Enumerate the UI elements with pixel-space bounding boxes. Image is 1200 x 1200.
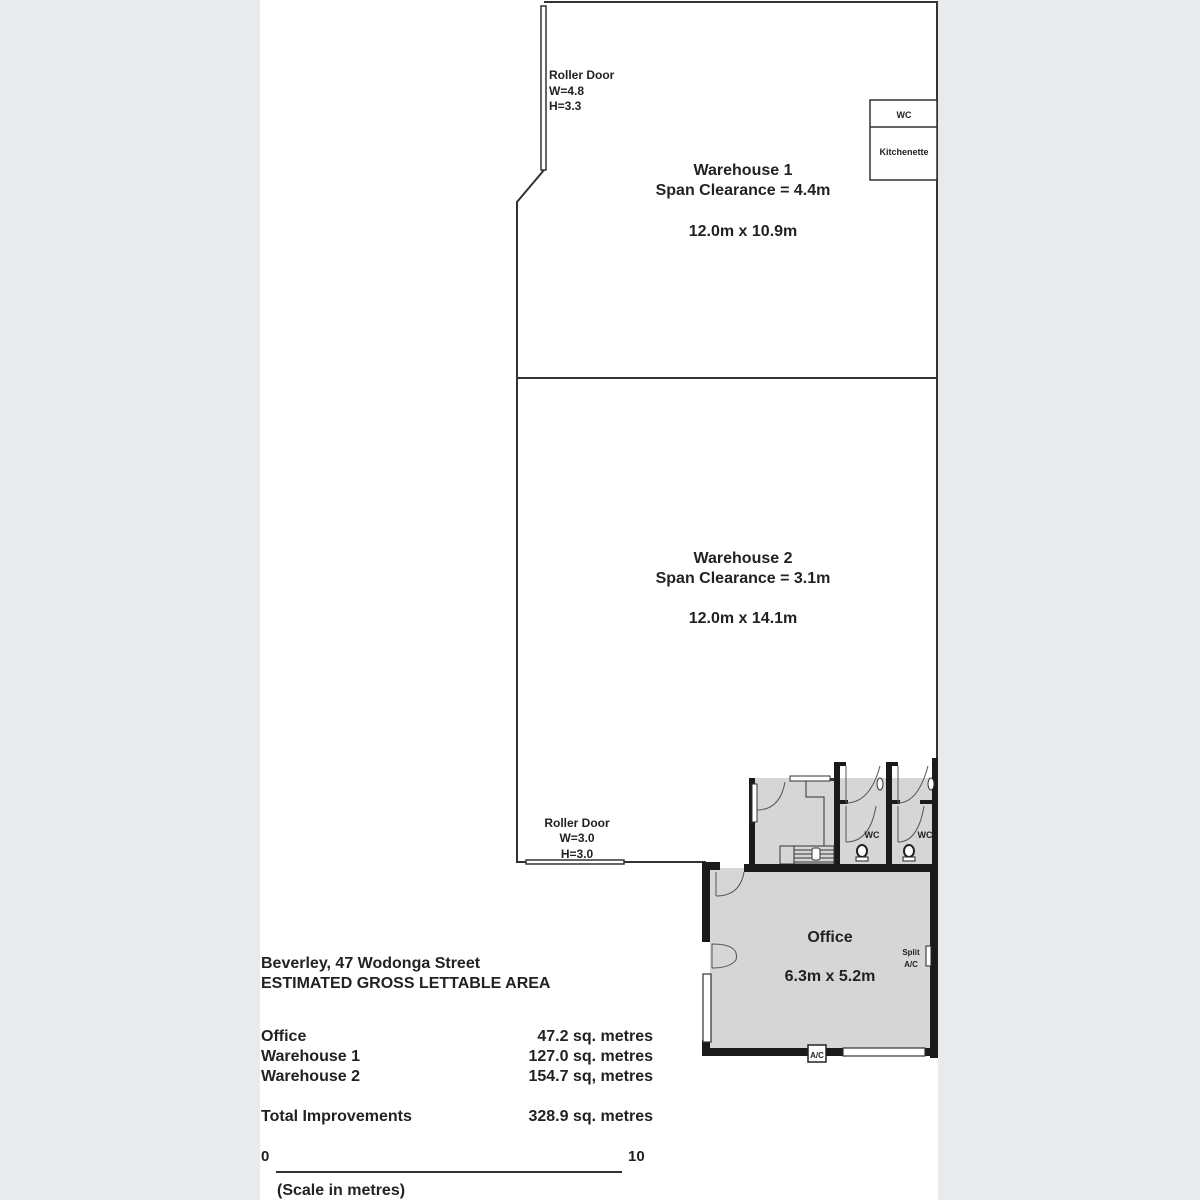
- amenity-window-side: [752, 784, 757, 822]
- area-row-name: Warehouse 1: [261, 1048, 360, 1065]
- ac-unit-label: A/C: [810, 1051, 824, 1060]
- toilet-icon: [903, 845, 915, 861]
- roller-door-1-height: H=3.3: [549, 99, 582, 113]
- area-row-name: Office: [261, 1028, 307, 1045]
- wc-label: WC: [896, 110, 912, 120]
- warehouse-2-dims: 12.0m x 14.1m: [688, 610, 798, 627]
- split-ac-label-2: A/C: [904, 960, 918, 969]
- total-name: Total Improvements: [261, 1108, 412, 1125]
- office-dims: 6.3m x 5.2m: [784, 968, 876, 985]
- office-floor: [710, 868, 934, 1052]
- scale-start: 0: [261, 1148, 270, 1165]
- roller-door-2-width: W=3.0: [559, 831, 595, 845]
- area-row-value: 154.7 sq, metres: [528, 1068, 653, 1085]
- toilet-icon: [856, 845, 868, 861]
- split-ac-label-1: Split: [902, 948, 920, 957]
- office-window-bottom: [843, 1048, 925, 1056]
- roller-door-2-height: H=3.0: [560, 847, 594, 861]
- summary-heading: ESTIMATED GROSS LETTABLE AREA: [261, 975, 551, 992]
- warehouse-1-span: Span Clearance = 4.4m: [655, 182, 831, 199]
- office-name: Office: [807, 929, 853, 946]
- warehouse-2-span: Span Clearance = 3.1m: [655, 570, 831, 587]
- area-row-name: Warehouse 2: [261, 1068, 360, 1085]
- warehouse-2-name: Warehouse 2: [693, 550, 793, 567]
- area-row-value: 47.2 sq. metres: [537, 1028, 653, 1045]
- scale-caption: (Scale in metres): [277, 1182, 406, 1199]
- split-ac-unit: [926, 946, 931, 966]
- office-window-side: [703, 974, 711, 1042]
- wc-2-label: WC: [917, 830, 933, 840]
- basin-icon: [928, 778, 934, 790]
- wc-1-label: WC: [864, 830, 880, 840]
- basin-icon: [877, 778, 883, 790]
- roller-door-1-width: W=4.8: [549, 84, 585, 98]
- roller-door-2-title: Roller Door: [544, 816, 610, 830]
- area-row-total: [261, 1108, 653, 1128]
- total-value: 328.9 sq. metres: [528, 1108, 653, 1125]
- area-row-office: [261, 1028, 653, 1048]
- area-row-warehouse-2: [261, 1068, 653, 1088]
- kitchenette-label: Kitchenette: [879, 147, 929, 157]
- area-row-warehouse-1: [261, 1048, 653, 1068]
- address: Beverley, 47 Wodonga Street: [261, 955, 481, 972]
- area-row-value: 127.0 sq. metres: [528, 1048, 653, 1065]
- warehouse-1-dims: 12.0m x 10.9m: [688, 223, 798, 240]
- amenity-window-top: [790, 776, 830, 781]
- warehouse-1-name: Warehouse 1: [693, 162, 793, 179]
- scale-end: 10: [628, 1148, 645, 1165]
- sink-icon: [812, 848, 820, 860]
- roller-door-1-title: Roller Door: [549, 68, 615, 82]
- roller-door-1: [541, 6, 546, 170]
